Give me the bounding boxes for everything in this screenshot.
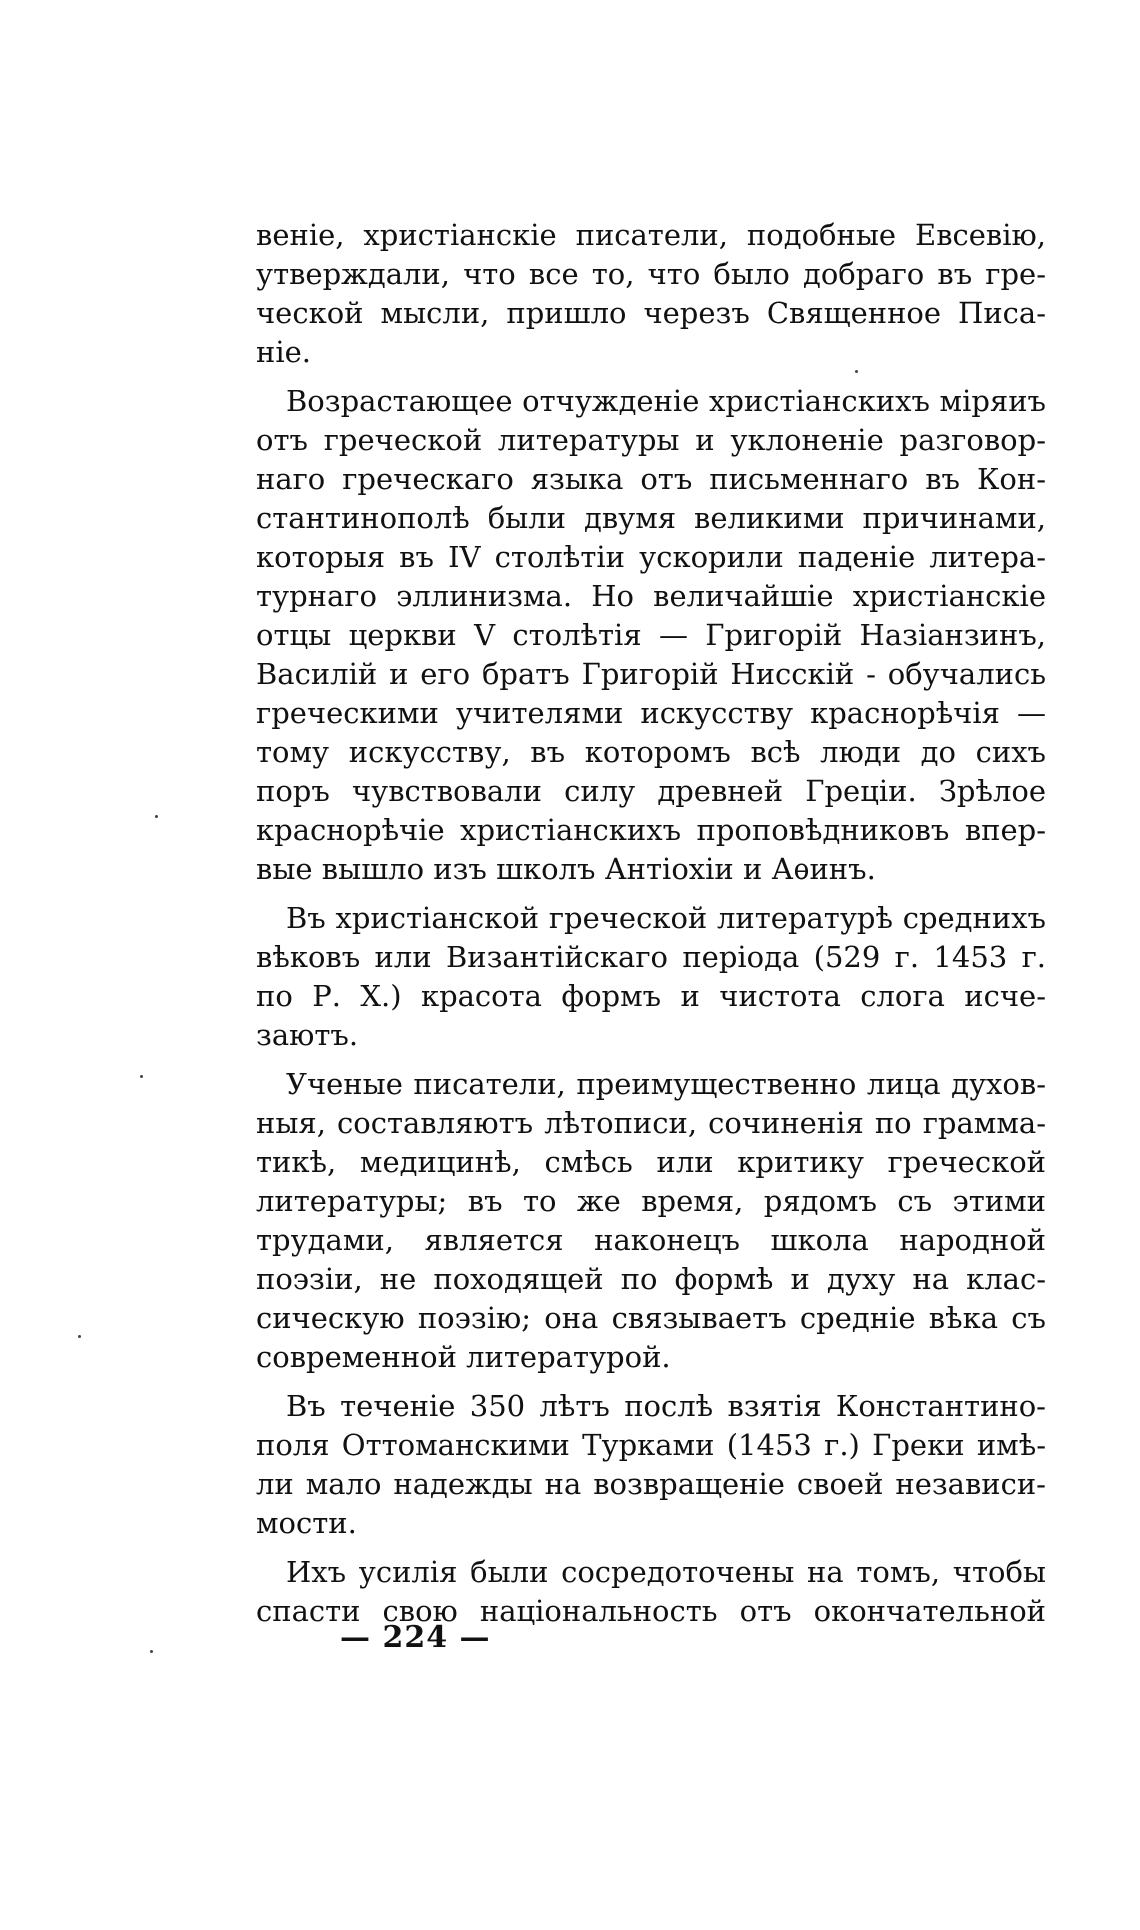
text-line: которыя въ IV столѣтіи ускорили паденіе литера- [256, 540, 1046, 574]
text-line: спасти свою національность отъ окончательной [256, 1594, 1046, 1628]
page-number: — 224 — [340, 1620, 491, 1655]
text-line: поръ чувствовали силу древней Греціи. Зрѣлое [256, 774, 1046, 808]
text-line: ли мало надежды на возвращеніе своей независи- [256, 1467, 1046, 1501]
text-line: трудами, является наконецъ школа народной [256, 1223, 1046, 1257]
text-line: вые вышло изъ школъ Антіохіи и Аѳинъ. [256, 852, 876, 886]
scan-speck [155, 815, 158, 818]
text-line: наго греческаго языка отъ письменнаго въ Кон- [256, 462, 1046, 496]
text-line: ныя, составляютъ лѣтописи, сочиненія по грамма- [256, 1106, 1046, 1140]
text-line: Василій и его братъ Григорій Нисскій - обучались [256, 657, 1046, 691]
text-line: краснорѣчіе христіанскихъ проповѣдниковъ впер- [256, 813, 1046, 847]
text-line: мости. [256, 1506, 357, 1540]
text-line: по Р. Х.) красота формъ и чистота слога исче- [256, 979, 1046, 1013]
text-line: заютъ. [256, 1018, 359, 1052]
text-line: турнаго эллинизма. Но величайшіе христіанскіе [256, 579, 1046, 613]
text-line: поля Оттоманскими Турками (1453 г.) Греки имѣ- [256, 1428, 1046, 1462]
body-text [256, 216, 1046, 1631]
text-line: тому искусству, въ которомъ всѣ люди до сихъ [256, 735, 1046, 769]
text-line: греческими учителями искусству краснорѣчія — [256, 696, 1046, 730]
text-line: современной литературой. [256, 1340, 671, 1374]
text-line: Въ христіанской греческой литературѣ среднихъ [286, 901, 1046, 935]
text-line: веніе, христіанскіе писатели, подобные Евсевію, [256, 218, 1046, 252]
text-line: тикѣ, медицинѣ, смѣсь или критику греческой [256, 1145, 1046, 1179]
scan-speck [855, 370, 858, 373]
text-line: утверждали, что все то, что было добраго въ гре- [256, 257, 1046, 291]
text-line: отъ греческой литературы и уклоненіе разговор- [256, 423, 1046, 457]
text-line: Ихъ усилія были сосредоточены на томъ, чтобы [286, 1555, 1046, 1589]
scan-speck [140, 1075, 143, 1078]
text-line: Въ теченіе 350 лѣтъ послѣ взятія Константино- [286, 1389, 1046, 1423]
text-line: Возрастающее отчужденіе христіанскихъ міряиъ [286, 384, 1046, 418]
text-line: поэзіи, не походящей по формѣ и духу на клас- [256, 1262, 1046, 1296]
text-line: ніе. [256, 335, 311, 369]
text-line: вѣковъ или Византійскаго періода (529 г. 1453 г. [256, 940, 1046, 974]
scan-speck [150, 1650, 153, 1653]
text-line: литературы; въ то же время, рядомъ съ этими [256, 1184, 1046, 1218]
text-line: ческой мысли, пришло черезъ Священное Писа- [256, 296, 1046, 330]
text-line: отцы церкви V столѣтія — Григорій Назіанзинъ, [256, 618, 1046, 652]
text-line: Ученые писатели, преимущественно лица духов- [286, 1067, 1046, 1101]
scan-speck [78, 1335, 81, 1338]
text-line: стантинополѣ были двумя великими причинами, [256, 501, 1046, 535]
text-line: сическую поэзію; она связываетъ средніе вѣка съ [256, 1301, 1046, 1335]
